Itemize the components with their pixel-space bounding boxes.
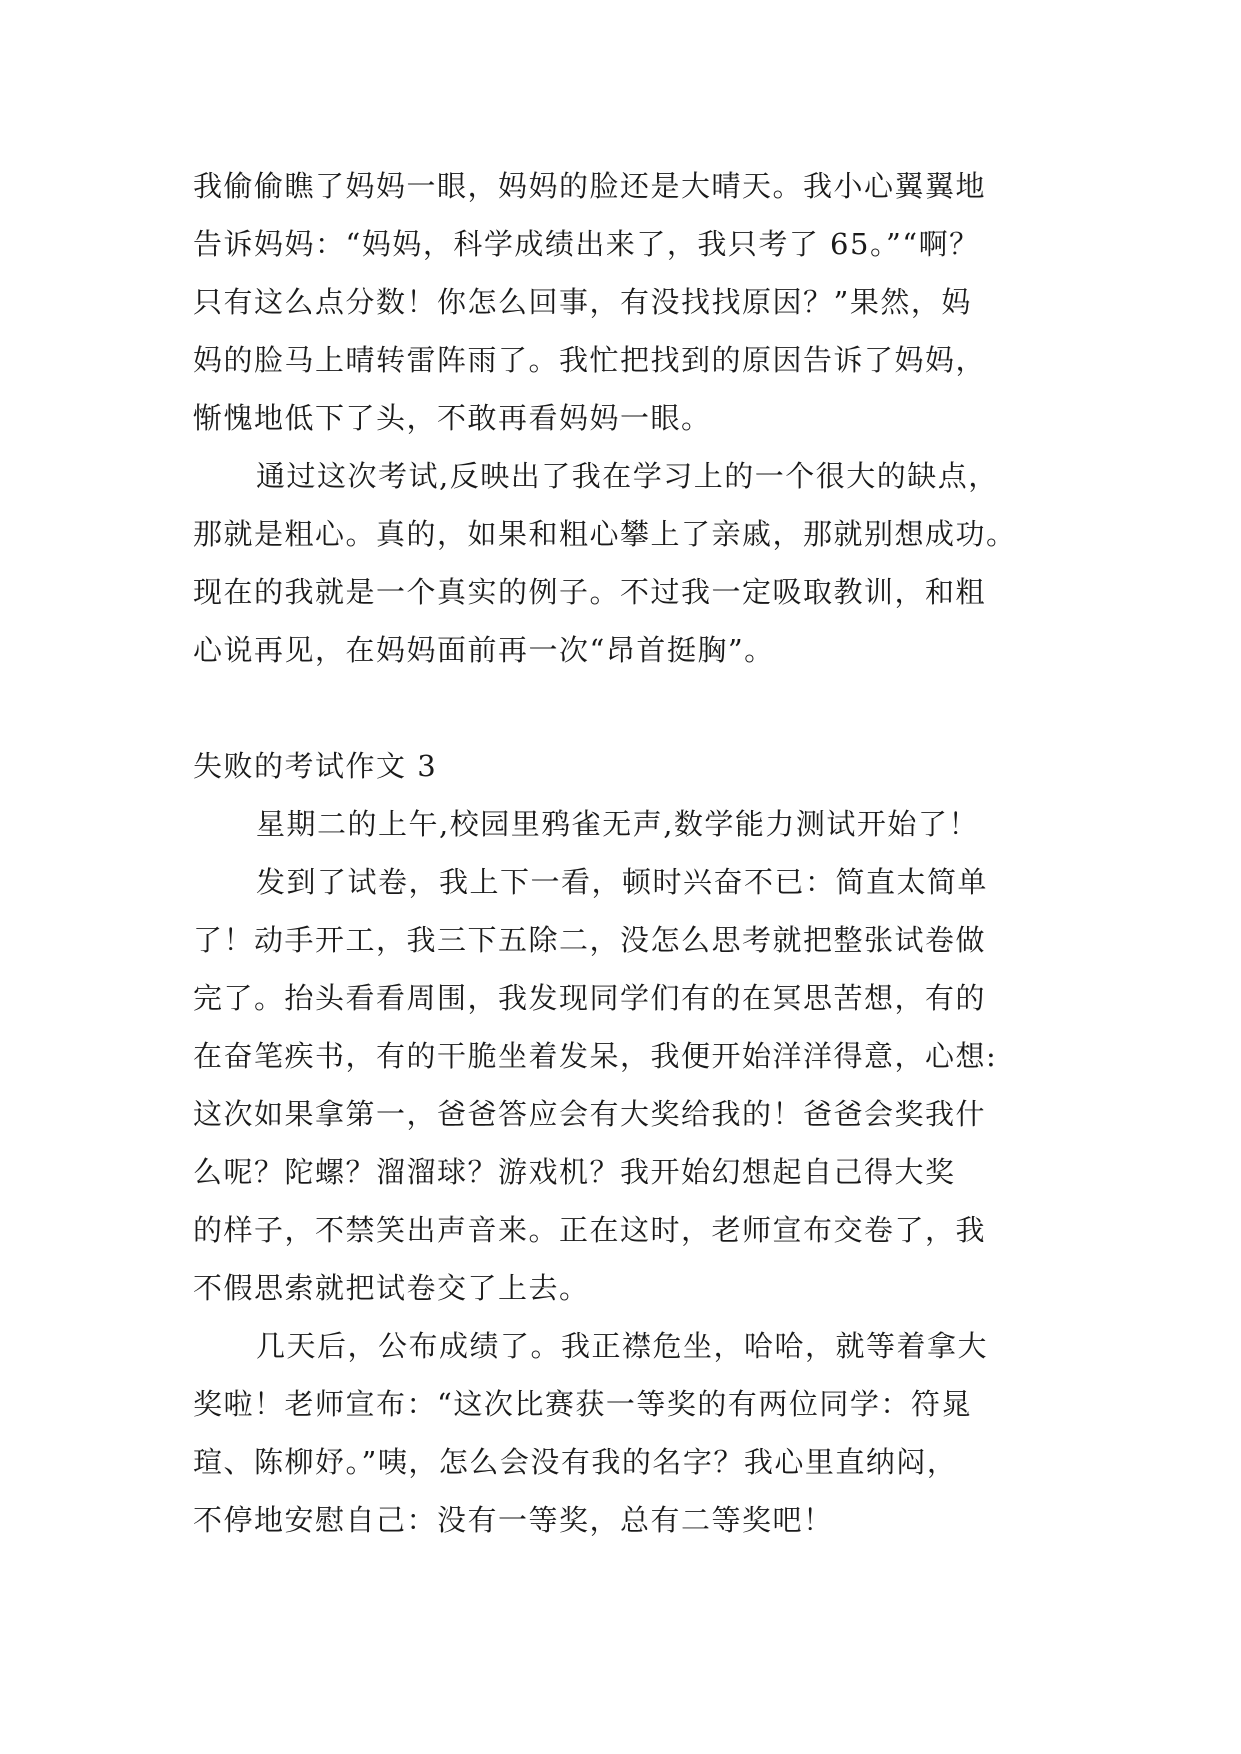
text-line: 瑄、陈柳妤。”咦，怎么会没有我的名字？我心里直纳闷， [193,1445,958,1479]
text-line: 惭愧地低下了头，不敢再看妈妈一眼。 [193,401,712,435]
text-line: 那就是粗心。真的，如果和粗心攀上了亲戚，那就别想成功。 [193,517,1017,551]
paragraph-start-line: 发到了试卷，我上下一看，顿时兴奋不已：简直太简单 [256,865,989,899]
paragraph-start-line: 几天后，公布成绩了。我正襟危坐，哈哈，就等着拿大 [256,1329,989,1363]
text-line: 不假思索就把试卷交了上去。 [193,1271,590,1305]
text-line: 在奋笔疾书，有的干脆坐着发呆，我便开始洋洋得意，心想: [193,1039,998,1073]
text-line: 么呢？陀螺？溜溜球？游戏机？我开始幻想起自己得大奖 [193,1155,956,1189]
text-line: 妈的脸马上晴转雷阵雨了。我忙把找到的原因告诉了妈妈， [193,343,987,377]
text-line: 告诉妈妈：“妈妈，科学成绩出来了，我只考了 65。”“啊？ [193,227,980,261]
text-line: 不停地安慰自己：没有一等奖，总有二等奖吧！ [193,1503,834,1537]
section-heading: 失败的考试作文 3 [193,749,438,783]
text-line: 现在的我就是一个真实的例子。不过我一定吸取教训，和粗 [193,575,987,609]
text-line: 这次如果拿第一，爸爸答应会有大奖给我的！爸爸会奖我什 [193,1097,987,1131]
text-line: 完了。抬头看看周围，我发现同学们有的在冥思苦想，有的 [193,981,987,1015]
text-line: 的样子，不禁笑出声音来。正在这时，老师宣布交卷了，我 [193,1213,987,1247]
paragraph-start-line: 通过这次考试,反映出了我在学习上的一个很大的缺点， [256,459,999,493]
text-line: 了！动手开工，我三下五除二，没怎么思考就把整张试卷做 [193,923,987,957]
text-line: 心说再见，在妈妈面前再一次“昂首挺胸”。 [193,633,775,667]
text-line: 只有这么点分数！你怎么回事，有没找找原因？”果然，妈 [193,285,972,319]
paragraph-start-line: 星期二的上午,校园里鸦雀无声,数学能力测试开始了！ [256,807,979,841]
text-line: 奖啦！老师宣布：“这次比赛获一等奖的有两位同学：符晁 [193,1387,972,1421]
text-line: 我偷偷瞧了妈妈一眼，妈妈的脸还是大晴天。我小心翼翼地 [193,169,987,203]
